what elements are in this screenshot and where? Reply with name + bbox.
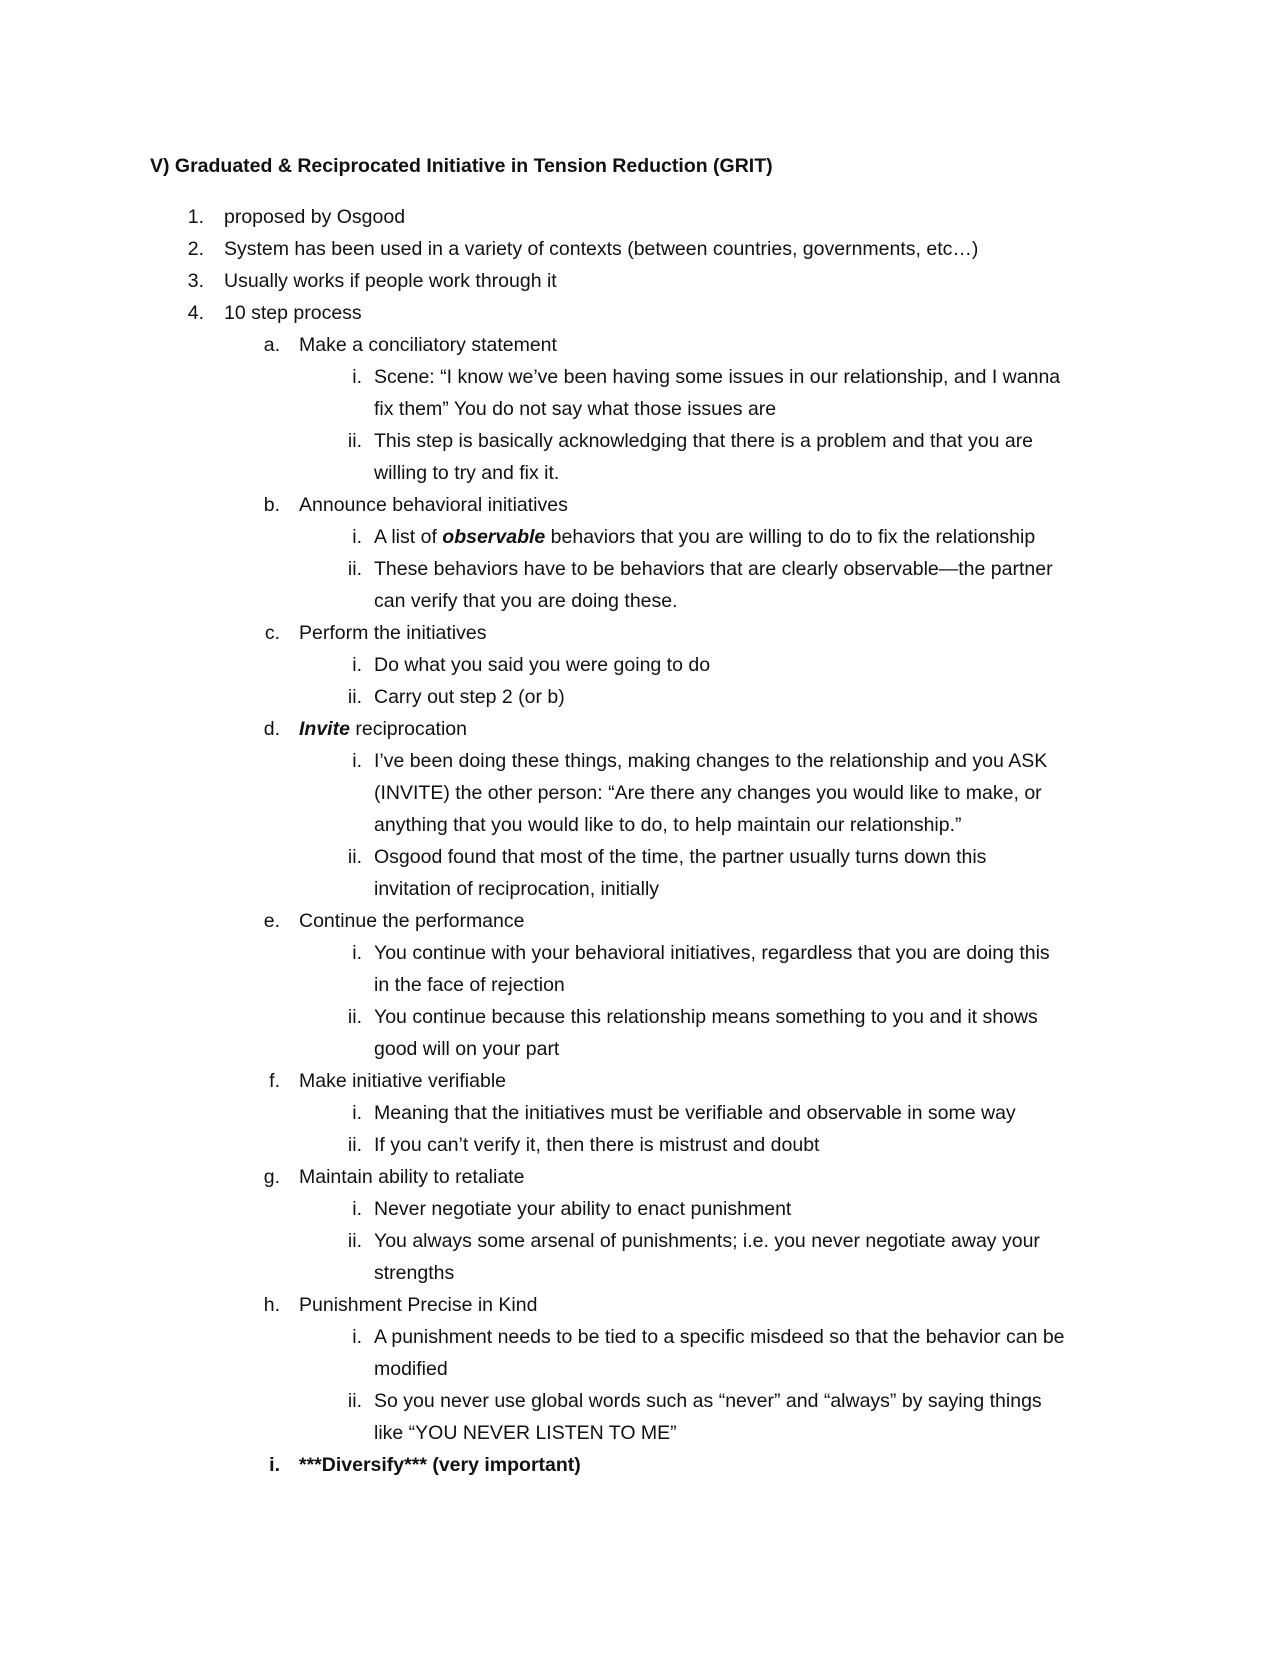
step-d-i-line-3: anything that you would like to do, to help maintain our relationship.” (374, 814, 962, 836)
step-b-ii-line-2: can verify that you are doing these. (374, 590, 678, 612)
step-e-label: Continue the performance (299, 910, 525, 932)
step-b-ii-marker: ii. (347, 558, 362, 580)
step-b-i-post: behaviors that you are willing to do to fix the relationship (545, 526, 1036, 548)
step-g-ii-marker: ii. (347, 1230, 362, 1252)
step-b-i-marker: i. (352, 526, 362, 548)
step-d-ii-marker: ii. (347, 846, 362, 868)
step-d-label (299, 716, 467, 742)
step-a-i-marker: i. (352, 366, 362, 388)
step-d-marker: d. (263, 718, 280, 740)
step-f-ii-marker: ii. (347, 1134, 362, 1156)
step-a-ii-line-2: willing to try and fix it. (374, 462, 560, 484)
step-d-ii-line-1: Osgood found that most of the time, the partner usually turns down this (374, 846, 987, 868)
step-d-label-rest: reciprocation (349, 718, 467, 740)
step-e-i-marker: i. (352, 942, 362, 964)
step-f-label: Make initiative verifiable (299, 1070, 507, 1092)
step-f-i-line-1: Meaning that the initiatives must be verifiable and observable in some way (374, 1102, 1016, 1124)
step-e-ii-marker: ii. (347, 1006, 362, 1028)
step-e-i-line-2: in the face of rejection (374, 974, 565, 996)
step-b-label: Announce behavioral initiatives (299, 494, 568, 516)
step-g-marker: g. (263, 1166, 280, 1188)
step-e-marker: e. (263, 910, 280, 932)
step-h-i-marker: i. (352, 1326, 362, 1348)
step-f-ii-line-1: If you can’t verify it, then there is mistrust and doubt (374, 1134, 820, 1156)
step-d-i-marker: i. (352, 750, 362, 772)
step-g-label: Maintain ability to retaliate (299, 1166, 525, 1188)
step-b-i-emphasis: observable (442, 526, 546, 548)
step-a-ii-marker: ii. (347, 430, 362, 452)
step-i-label: ***Diversify*** (very important) (299, 1454, 581, 1476)
step-g-i-marker: i. (352, 1198, 362, 1220)
point-2-text: System has been used in a variety of contexts (between countries, governments, etc…) (224, 238, 979, 260)
step-c-marker: c. (264, 622, 280, 644)
point-4-text: 10 step process (224, 302, 362, 324)
step-d-label-emphasis: Invite (299, 718, 350, 740)
step-d-i-line-1: I’ve been doing these things, making changes to the relationship and you ASK (374, 750, 1048, 772)
step-d-i-line-2: (INVITE) the other person: “Are there any changes you would like to make, or (374, 782, 1042, 804)
step-g-ii-line-2: strengths (374, 1262, 455, 1284)
step-c-i-line-1: Do what you said you were going to do (374, 654, 711, 676)
step-d-ii-line-2: invitation of reciprocation, initially (374, 878, 660, 900)
point-3-text: Usually works if people work through it (224, 270, 557, 292)
step-b-marker: b. (263, 494, 280, 516)
step-c-ii-line-1: Carry out step 2 (or b) (374, 686, 565, 708)
step-f-i-marker: i. (352, 1102, 362, 1124)
step-i-marker: i. (269, 1454, 280, 1476)
step-h-marker: h. (263, 1294, 280, 1316)
step-f-marker: f. (269, 1070, 280, 1092)
step-a-i-line-2: fix them” You do not say what those issues are (374, 398, 777, 420)
step-h-i-line-2: modified (374, 1358, 448, 1380)
step-b-ii-line-1: These behaviors have to be behaviors that are clearly observable—the partner (374, 558, 1053, 580)
point-2-marker: 2. (187, 238, 204, 260)
step-e-i-line-1: You continue with your behavioral initiatives, regardless that you are doing this (374, 942, 1050, 964)
step-c-i-marker: i. (352, 654, 362, 676)
step-b-i-line-1 (374, 524, 1035, 550)
step-a-marker: a. (263, 334, 280, 356)
step-h-ii-marker: ii. (347, 1390, 362, 1412)
step-a-ii-line-1: This step is basically acknowledging that there is a problem and that you are (374, 430, 1034, 452)
point-3-marker: 3. (187, 270, 204, 292)
step-h-i-line-1: A punishment needs to be tied to a specific misdeed so that the behavior can be (374, 1326, 1065, 1348)
step-h-label: Punishment Precise in Kind (299, 1294, 538, 1316)
step-h-ii-line-2: like “YOU NEVER LISTEN TO ME” (374, 1422, 677, 1444)
step-e-ii-line-1: You continue because this relationship means something to you and it shows (374, 1006, 1038, 1028)
step-g-ii-line-1: You always some arsenal of punishments; i.e. you never negotiate away your (374, 1230, 1040, 1252)
point-1-text: proposed by Osgood (224, 206, 406, 228)
step-a-i-line-1: Scene: “I know we’ve been having some issues in our relationship, and I wanna (374, 366, 1061, 388)
step-c-label: Perform the initiatives (299, 622, 487, 644)
step-b-i-pre: A list of (374, 526, 443, 548)
point-4-marker: 4. (187, 302, 204, 324)
step-h-ii-line-1: So you never use global words such as “never” and “always” by saying things (374, 1390, 1042, 1412)
point-1-marker: 1. (187, 206, 204, 228)
step-e-ii-line-2: good will on your part (374, 1038, 560, 1060)
step-c-ii-marker: ii. (347, 686, 362, 708)
step-a-label: Make a conciliatory statement (299, 334, 557, 356)
step-g-i-line-1: Never negotiate your ability to enact punishment (374, 1198, 792, 1220)
section-heading: V) Graduated & Reciprocated Initiative in Tension Reduction (GRIT) (150, 155, 773, 177)
